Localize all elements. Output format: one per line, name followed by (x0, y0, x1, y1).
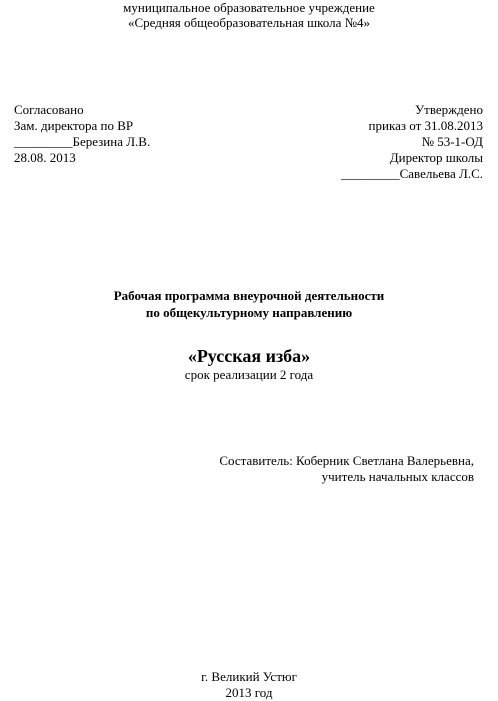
school-name: «Средняя общеобразовательная школа №4» (127, 15, 371, 30)
program-name: «Русская изба» (187, 346, 311, 366)
document-year: 2013 год (225, 685, 273, 700)
director-signature: _________Савельева Л.С. (341, 166, 483, 181)
director-title: Директор школы (389, 150, 483, 165)
author-position: учитель начальных классов (321, 469, 474, 484)
program-title-line1: Рабочая программа внеурочной деятельности (113, 288, 385, 303)
deputy-director-signature: _________Березина Л.В. (14, 134, 151, 149)
agreed-label: Согласовано (14, 102, 84, 117)
agreed-date: 28.08. 2013 (14, 150, 76, 165)
author-name: Составитель: Коберник Светлана Валерьевна, (219, 453, 474, 468)
order-date: приказ от 31.08.2013 (368, 118, 483, 133)
city-name: г. Великий Устюг (201, 669, 297, 684)
program-term: срок реализации 2 года (184, 367, 314, 382)
approved-label: Утверждено (414, 102, 483, 117)
institution-type: муниципальное образовательное учреждение (123, 0, 375, 15)
deputy-director-title: Зам. директора по ВР (14, 118, 134, 133)
order-number: № 53-1-ОД (421, 134, 483, 149)
program-title-line2: по общекультурному направлению (145, 305, 353, 320)
